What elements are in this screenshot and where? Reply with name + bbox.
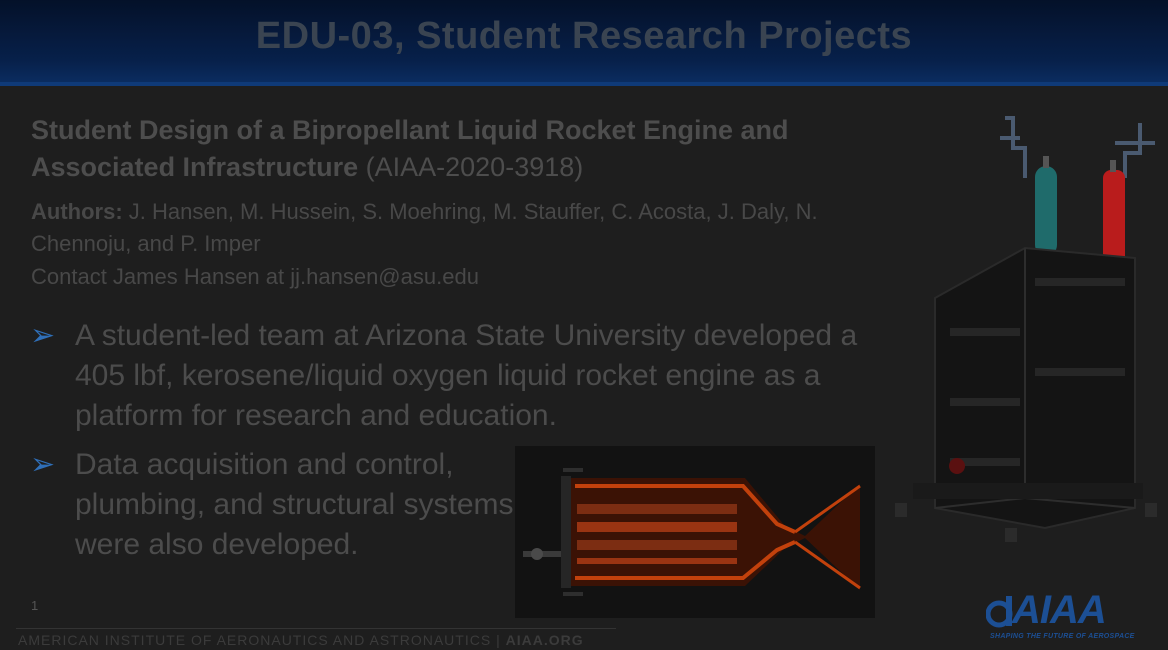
bullet-arrow-icon: ➢ [30,319,56,352]
bullet-item [30,445,514,605]
authors-label: Authors: [31,199,123,224]
bullet-arrow-icon: ➢ [30,448,56,481]
test-stand-illustration [895,108,1165,550]
footer-org: AMERICAN INSTITUTE OF AERONAUTICS AND ASTRONAUTICS [18,632,492,648]
slide-title: EDU-03, Student Research Projects [255,15,913,57]
footer-text [18,632,584,648]
logo-tagline: SHAPING THE FUTURE OF AEROSPACE [990,633,1135,640]
page-number: 1 [31,598,39,613]
nozzle-cross-section-image [515,446,875,618]
paper-title-text: Student Design of a Bipropellant Liquid Rocket Engine and Associated Infrastructure [31,115,789,182]
aiaa-logo-mark-icon [986,594,1014,628]
bullet-text: Data acquisition and control, plumbing, and structural systems were also developed. [75,448,514,561]
paper-title [31,112,911,186]
authors-names: J. Hansen, M. Hussein, S. Moehring, M. Stauffer, C. Acosta, J. Daly, N. Chennoju, and P. Imper [31,199,818,256]
logo-wordmark: AIAA [1012,588,1106,632]
nozzle-illustration [515,446,875,618]
bullet-item [30,316,910,436]
footer-rule [16,628,616,629]
authors-line [31,196,891,260]
header-rule [0,82,1168,86]
footer-site: AIAA.ORG [505,632,584,648]
paper-number: (AIAA-2020-3918) [365,152,584,182]
bullet-text: A student-led team at Arizona State University developed a 405 lbf, kerosene/liquid oxygen liquid rocket engine as a platform for research and education. [75,319,858,432]
aiaa-logo [986,588,1166,644]
engine-test-stand-image [895,108,1165,550]
footer-separator: | [496,632,501,648]
contact-line: Contact James Hansen at jj.hansen@asu.edu [31,264,479,289]
